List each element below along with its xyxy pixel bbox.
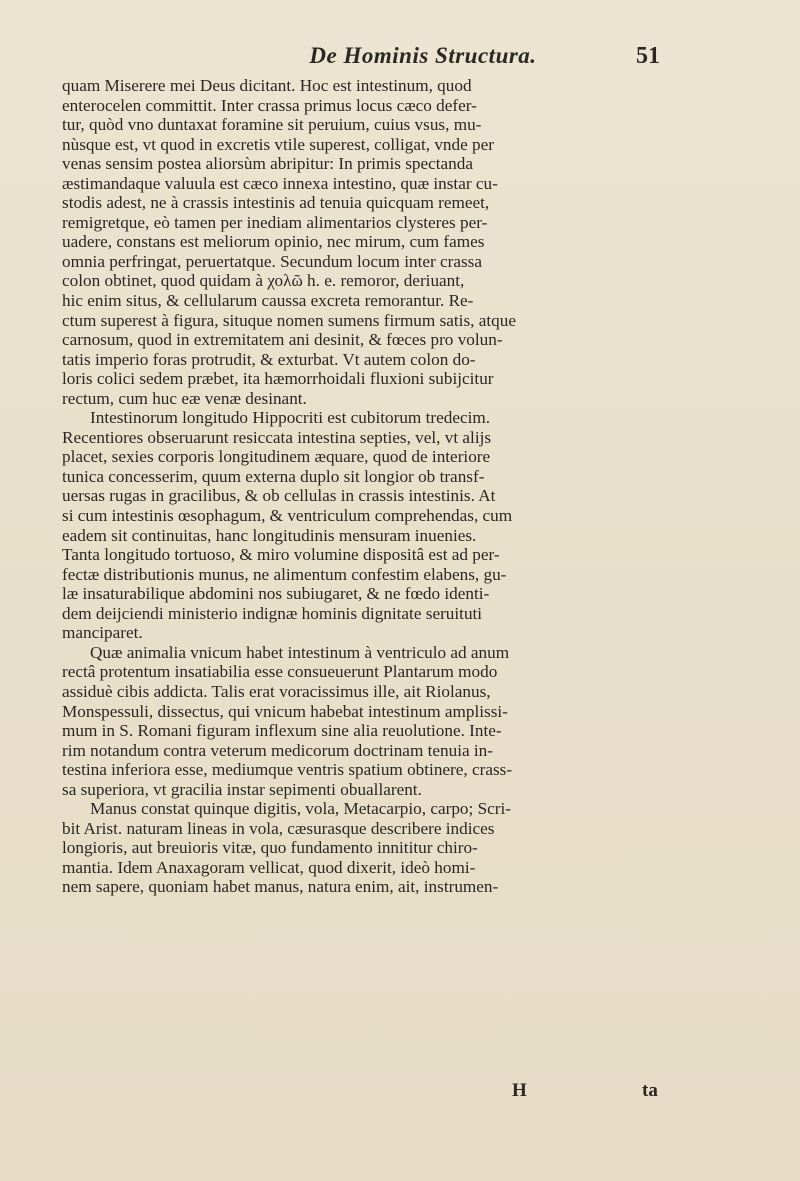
text-line: remigretque, eò tamen per inediam alimentarios clysteres per-	[62, 212, 488, 232]
text-line: venas sensim postea aliorsùm abripitur: In primis spectanda	[62, 154, 473, 174]
text-line: mum in S. Romani figuram inflexum sine alia reuolutione. Inte-	[62, 721, 502, 741]
text-line: Recentiores obseruarunt resiccata intestina septies, vel, vt alijs	[62, 427, 492, 447]
text-line: tunica concesserim, quum externa duplo sit longior ob transf-	[62, 466, 485, 486]
text-line: enterocelen committit. Inter crassa primus locus cæco defer-	[62, 95, 477, 115]
text-line: nùsque est, vt quod in excretis vtile superest, colligat, vnde per	[62, 134, 494, 154]
text-line: longioris, aut breuioris vitæ, quo fundamento innititur chiro-	[62, 838, 478, 858]
text-line: uersas rugas in gracilibus, & ob cellulas in crassis intestinis. At	[62, 486, 496, 506]
text-line: si cum intestinis œsophagum, & ventriculum comprehendas, cum	[62, 506, 513, 526]
text-line: sa superiora, vt gracilia instar sepimenti obuallarent.	[62, 779, 422, 799]
text-line: dem deijciendi ministerio indignæ hominis dignitate seruituti	[62, 603, 483, 623]
text-line: bit Arist. naturam lineas in vola, cæsurasque describere indices	[62, 818, 495, 838]
text-line: rectâ protentum insatiabilia esse consueuerunt Plantarum modo	[62, 662, 498, 682]
text-line: mantia. Idem Anaxagoram vellicat, quod dixerit, ideò homi-	[62, 857, 476, 877]
text-line: tatis imperio foras protrudit, & exturbat. Vt autem colon do-	[62, 349, 476, 369]
text-line: uadere, constans est meliorum opinio, nec mirum, cum fames	[62, 232, 485, 252]
text-line: colon obtinet, quod quidam à χολῶ h. e. remoror, deriuant,	[62, 271, 465, 291]
text-line: quam Miserere mei Deus dicitant. Hoc est intestinum, quod	[62, 76, 472, 95]
text-line: placet, sexies corporis longitudinem æquare, quod de interiore	[62, 447, 491, 467]
text-line: rectum, cum huc eæ venæ desinant.	[62, 388, 307, 408]
text-line: loris colici sedem præbet, ita hæmorrhoidali fluxioni subijcitur	[62, 369, 494, 389]
text-line: hic enim situs, & cellularum caussa excreta remorantur. Re-	[62, 291, 474, 311]
text-line: nem sapere, quoniam habet manus, natura enim, ait, instrumen-	[62, 877, 499, 897]
text-line: Tanta longitudo tortuoso, & miro volumine dispositâ est ad per-	[62, 545, 500, 565]
text-line: stodis adest, ne à crassis intestinis ad tenuia quicquam remeet,	[62, 193, 490, 213]
signature-mark: H	[512, 1080, 527, 1101]
page-footer	[62, 1080, 662, 1104]
text-line: tur, quòd vno duntaxat foramine sit peruium, cuius vsus, mu-	[62, 115, 482, 135]
text-line: Manus constat quinque digitis, vola, Metacarpio, carpo; Scri-	[90, 799, 511, 819]
text-line: Intestinorum longitudo Hippocriti est cubitorum tredecim.	[90, 408, 491, 428]
text-line: assiduè cibis addicta. Talis erat voracissimus ille, ait Riolanus,	[62, 681, 491, 701]
paragraph	[62, 408, 662, 643]
page-header	[210, 36, 660, 76]
text-line: ctum superest à figura, situque nomen sumens firmum satis, atque	[62, 310, 516, 330]
text-line: omnia perfringat, peruertatque. Secundum locum inter crassa	[62, 251, 482, 271]
text-line: manciparet.	[62, 623, 143, 643]
running-title: De Hominis Structura.	[309, 43, 537, 68]
text-line: Quæ animalia vnicum habet intestinum à ventriculo ad anum	[90, 642, 510, 662]
paragraph	[62, 76, 662, 408]
paragraph	[62, 643, 662, 799]
paragraph	[62, 799, 662, 897]
text-line: fectæ distributionis munus, ne alimentum confestim elabens, gu-	[62, 564, 507, 584]
text-line: carnosum, quod in extremitatem ani desinit, & fœces pro volun-	[62, 330, 503, 350]
text-line: læ insaturabilique abdomini nos subiugaret, & ne fœdo identi-	[62, 584, 490, 604]
page-number: 51	[636, 42, 660, 69]
text-line: Monspessuli, dissectus, qui vnicum habebat intestinum amplissi-	[62, 701, 508, 721]
text-line: æstimandaque valuula est cæco innexa intestino, quæ instar cu-	[62, 173, 498, 193]
text-line: eadem sit continuitas, hanc longitudinis mensuram inuenies.	[62, 525, 477, 545]
body-text	[62, 76, 662, 897]
text-line: rim notandum contra veterum medicorum doctrinam tenuia in-	[62, 740, 493, 760]
text-line: testina inferiora esse, mediumque ventris spatium obtinere, crass-	[62, 760, 513, 780]
catchword: ta	[642, 1080, 658, 1101]
